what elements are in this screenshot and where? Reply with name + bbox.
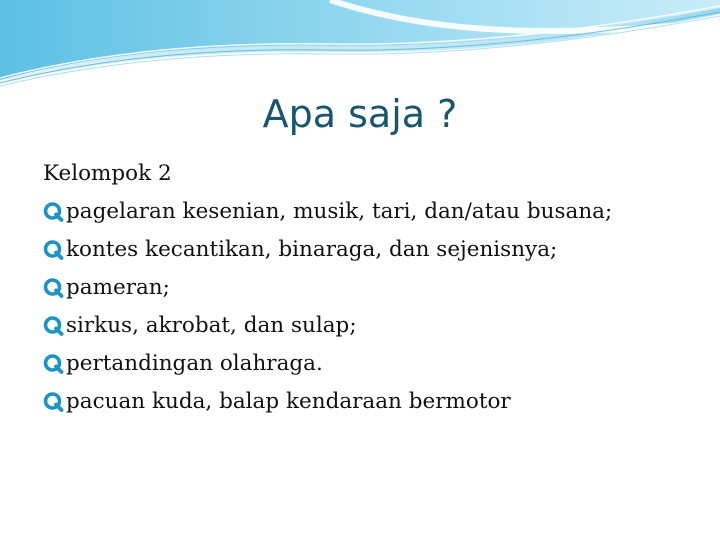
group-heading: Kelompok 2	[43, 161, 172, 186]
q-bullet-icon	[43, 353, 65, 375]
list-item-text: sirkus, akrobat, dan sulap;	[66, 313, 357, 338]
list-item-text: pacuan kuda, balap kendaraan bermotor	[66, 389, 511, 414]
q-bullet-icon	[43, 315, 65, 337]
q-bullet-icon	[43, 391, 65, 413]
list-item	[43, 383, 703, 421]
item-list	[43, 193, 703, 421]
list-item-text: kontes kecantikan, binaraga, dan sejenisnya;	[66, 237, 558, 262]
slide-content	[43, 155, 703, 421]
header-wave-decoration	[0, 0, 720, 90]
slide-title-text: Apa saja ?	[262, 92, 458, 136]
list-item	[43, 307, 703, 345]
list-item	[43, 231, 703, 269]
list-item-text: pertandingan olahraga.	[66, 351, 323, 376]
q-bullet-icon	[43, 201, 65, 223]
q-bullet-icon	[43, 239, 65, 261]
list-item	[43, 193, 703, 231]
slide-title	[0, 92, 720, 136]
list-item	[43, 269, 703, 307]
list-item-text: pameran;	[66, 275, 170, 300]
q-bullet-icon	[43, 277, 65, 299]
list-item	[43, 345, 703, 383]
list-item-text: pagelaran kesenian, musik, tari, dan/atau busana;	[66, 199, 613, 224]
